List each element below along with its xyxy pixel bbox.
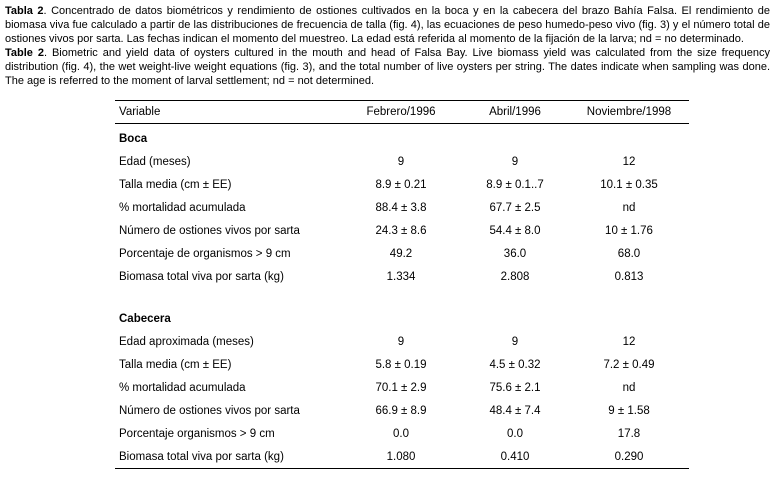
value-cell: 48.4 ± 7.4 <box>489 404 541 417</box>
table-header <box>115 101 689 124</box>
value-cell: 5.8 ± 0.19 <box>375 358 427 371</box>
value-cell: 10.1 ± 0.35 <box>600 179 658 191</box>
variable-cell: Biomasa total viva por sarta (kg) <box>119 450 284 463</box>
value-cell: 9 ± 1.58 <box>608 404 650 417</box>
table-header-row <box>115 101 689 124</box>
value-cell: 7.2 ± 0.49 <box>603 358 655 371</box>
caption-english <box>5 46 770 88</box>
value-cell: 54.4 ± 8.0 <box>489 225 541 237</box>
value-cell: 4.5 ± 0.32 <box>489 358 541 371</box>
section-title: Boca <box>119 133 148 145</box>
value-cell: 12 <box>622 156 636 168</box>
variable-cell: Número de ostiones vivos por sarta <box>119 225 300 237</box>
value-cell: 8.9 ± 0.21 <box>375 179 427 191</box>
value-cell: 10 ± 1.76 <box>605 225 653 237</box>
value-cell: nd <box>622 202 636 214</box>
table-row <box>115 243 689 266</box>
section-title-row <box>115 124 689 151</box>
value-cell: nd <box>622 381 636 394</box>
value-cell: 9 <box>511 156 519 168</box>
variable-cell: Biomasa total viva por sarta (kg) <box>119 271 284 283</box>
biometric-data-table <box>115 100 689 469</box>
variable-cell: % mortalidad acumulada <box>119 381 246 394</box>
value-cell: 24.3 ± 8.6 <box>375 225 427 237</box>
table-row <box>115 220 689 243</box>
value-cell: 1.334 <box>386 271 416 283</box>
section-title: Cabecera <box>119 312 171 325</box>
value-cell: 1.080 <box>386 450 416 463</box>
value-cell: 8.9 ± 0.1..7 <box>486 179 544 191</box>
variable-cell: % mortalidad acumulada <box>119 202 246 214</box>
table-row <box>115 174 689 197</box>
value-cell: 9 <box>397 156 405 168</box>
variable-cell: Porcentaje organismos > 9 cm <box>119 427 275 440</box>
table-row <box>115 330 689 353</box>
value-cell: 67.7 ± 2.5 <box>489 202 541 214</box>
variable-cell: Edad aproximada (meses) <box>119 335 254 348</box>
section-gap-cell <box>115 289 689 304</box>
table-row <box>115 422 689 445</box>
value-cell: 0.410 <box>500 450 530 463</box>
column-header-febrero-1996: Febrero/1996 <box>366 106 436 118</box>
caption-spanish <box>5 4 770 46</box>
value-cell: 88.4 ± 3.8 <box>375 202 427 214</box>
value-cell: 75.6 ± 2.1 <box>489 381 541 394</box>
value-cell: 17.8 <box>617 427 641 440</box>
value-cell: 70.1 ± 2.9 <box>375 381 427 394</box>
variable-cell: Edad (meses) <box>119 156 191 168</box>
value-cell: 0.813 <box>614 271 644 283</box>
value-cell: 66.9 ± 8.9 <box>375 404 427 417</box>
column-header-noviembre-1998: Noviembre/1998 <box>586 106 672 118</box>
table-row <box>115 197 689 220</box>
value-cell: 2.808 <box>500 271 530 283</box>
value-cell: 36.0 <box>503 248 527 260</box>
value-cell: 9 <box>511 335 519 348</box>
table-row <box>115 445 689 469</box>
variable-cell: Talla media (cm ± EE) <box>119 179 232 191</box>
variable-cell: Número de ostiones vivos por sarta <box>119 404 300 417</box>
variable-cell: Porcentaje de organismos > 9 cm <box>119 248 291 260</box>
table-body <box>115 124 689 469</box>
value-cell: 12 <box>622 335 636 348</box>
caption-spanish-label: Tabla 2 <box>5 5 44 17</box>
table-row <box>115 399 689 422</box>
value-cell: 0.290 <box>614 450 644 463</box>
table-row <box>115 376 689 399</box>
value-cell: 9 <box>397 335 405 348</box>
caption-spanish-text: . Concentrado de datos biométricos y rendimiento de ostiones cultivados en la boca y en la cabecera del brazo Bahía Falsa. El rendimiento de biomasa viva fue calculado a partir de las distribuciones de frecuencia de talla (fig. 4), las ecuaciones de peso humedo-peso vivo (fig. 3) y el número total de ostiones vivos por sarta. Las fechas indican el momento del muestreo. La edad está referida al momento de la fijación de la larva; nd = no determinado. <box>5 5 770 45</box>
caption-english-label: Table 2 <box>5 47 44 59</box>
section-title-row <box>115 304 689 331</box>
value-cell: 68.0 <box>617 248 641 260</box>
caption-english-text: . Biometric and yield data of oysters cultured in the mouth and head of Falsa Bay. Live biomass yield was calculated from the size frequency distribution (fig. 4), the wet weight-live weight equations (fig. 3), and the total number of live oysters per string. The dates indicate when sampling was done. The age is referred to the moment of larval settlement; nd = not determined. <box>5 47 770 87</box>
table-row <box>115 353 689 376</box>
variable-cell: Talla media (cm ± EE) <box>119 358 232 371</box>
value-cell: 0.0 <box>393 427 409 440</box>
value-cell: 49.2 <box>389 248 413 260</box>
table-row <box>115 151 689 174</box>
value-cell: 0.0 <box>507 427 523 440</box>
column-header-abril-1996: Abril/1996 <box>489 106 541 118</box>
section-gap-row <box>115 289 689 304</box>
table-row <box>115 266 689 289</box>
column-header-variable: Variable <box>119 106 161 118</box>
